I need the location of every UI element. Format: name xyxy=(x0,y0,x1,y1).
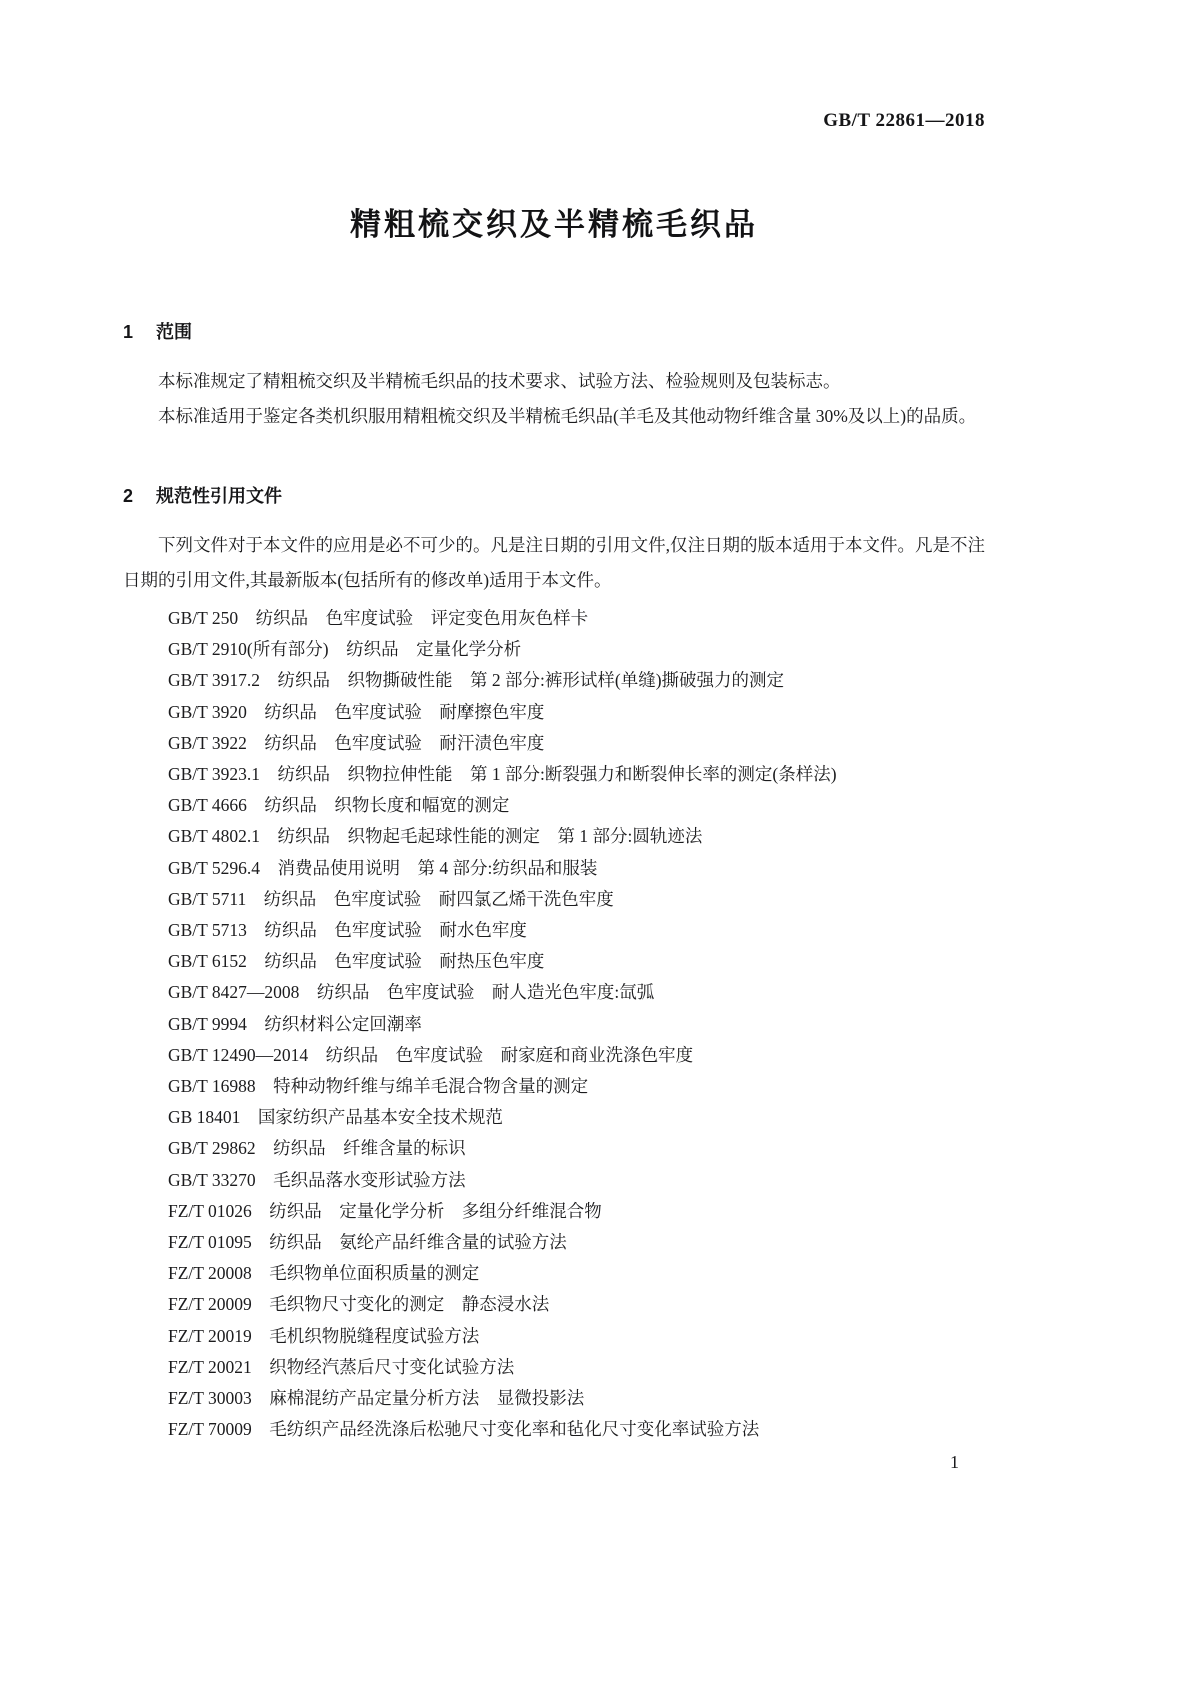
reference-item: FZ/T 20009 毛织物尺寸变化的测定 静态浸水法 xyxy=(168,1294,550,1315)
page-number: 1 xyxy=(950,1452,959,1472)
section-2-heading xyxy=(123,484,985,508)
section-1-heading xyxy=(123,320,985,344)
reference-item: GB/T 3917.2 纺织品 织物撕破性能 第 2 部分:裤形试样(单缝)撕破强力的测定 xyxy=(168,670,785,691)
reference-item: GB/T 250 纺织品 色牢度试验 评定变色用灰色样卡 xyxy=(168,608,589,628)
reference-item: GB/T 6152 纺织品 色牢度试验 耐热压色牢度 xyxy=(168,951,545,972)
scope-paragraph-2: 本标准适用于鉴定各类机织服用精粗梳交织及半精梳毛织品(羊毛及其他动物纤维含量 30%及以上)的品质。 xyxy=(158,406,977,426)
section-1-number: 1 xyxy=(123,322,134,342)
reference-list xyxy=(168,603,985,1445)
reference-item: GB/T 12490—2014 纺织品 色牢度试验 耐家庭和商业洗涤色牢度 xyxy=(168,1044,694,1065)
section-1-title: 范围 xyxy=(156,322,193,342)
section-2-number: 2 xyxy=(123,486,134,506)
section-2-title: 规范性引用文件 xyxy=(156,486,283,506)
reference-item: FZ/T 20008 毛织物单位面积质量的测定 xyxy=(168,1263,480,1284)
scope-paragraph-1: 本标准规定了精粗梳交织及半精梳毛织品的技术要求、试验方法、检验规则及包装标志。 xyxy=(158,371,841,391)
reference-item: FZ/T 70009 毛纺织产品经洗涤后松驰尺寸变化率和毡化尺寸变化率试验方法 xyxy=(168,1419,760,1440)
reference-item: GB/T 29862 纺织品 纤维含量的标识 xyxy=(168,1138,466,1159)
reference-item: GB/T 5711 纺织品 色牢度试验 耐四氯乙烯干洗色牢度 xyxy=(168,888,614,909)
reference-item: GB/T 33270 毛织品落水变形试验方法 xyxy=(168,1169,466,1190)
reference-item: GB/T 4666 纺织品 织物长度和幅宽的测定 xyxy=(168,795,510,816)
reference-item: GB/T 3923.1 纺织品 织物拉伸性能 第 1 部分:断裂强力和断裂伸长率的测定(条样法) xyxy=(168,764,837,785)
section-scope xyxy=(123,320,985,434)
doc-number: GB/T 22861—2018 xyxy=(823,110,985,131)
document-title: 精粗梳交织及半精梳毛织品 xyxy=(350,207,758,242)
reference-item: FZ/T 20021 织物经汽蒸后尺寸变化试验方法 xyxy=(168,1356,515,1377)
reference-item: GB 18401 国家纺织产品基本安全技术规范 xyxy=(168,1107,503,1128)
section-normative-references xyxy=(123,484,985,1445)
reference-item: FZ/T 20019 毛机织物脱缝程度试验方法 xyxy=(168,1325,480,1346)
reference-item: GB/T 8427—2008 纺织品 色牢度试验 耐人造光色牢度:氙弧 xyxy=(168,982,655,1003)
reference-item: GB/T 5296.4 消费品使用说明 第 4 部分:纺织品和服装 xyxy=(168,857,598,878)
reference-item: FZ/T 30003 麻棉混纺产品定量分析方法 显微投影法 xyxy=(168,1388,585,1409)
reference-item: FZ/T 01095 纺织品 氨纶产品纤维含量的试验方法 xyxy=(168,1232,567,1253)
reference-item: GB/T 16988 特种动物纤维与绵羊毛混合物含量的测定 xyxy=(168,1076,589,1097)
reference-item: GB/T 5713 纺织品 色牢度试验 耐水色牢度 xyxy=(168,920,527,941)
reference-item: FZ/T 01026 纺织品 定量化学分析 多组分纤维混合物 xyxy=(168,1200,602,1221)
reference-item: GB/T 3922 纺织品 色牢度试验 耐汗渍色牢度 xyxy=(168,732,545,753)
reference-item: GB/T 2910(所有部分) 纺织品 定量化学分析 xyxy=(168,639,522,660)
reference-item: GB/T 9994 纺织材料公定回潮率 xyxy=(168,1013,422,1034)
reference-item: GB/T 3920 纺织品 色牢度试验 耐摩擦色牢度 xyxy=(168,701,545,722)
references-intro-paragraph: 下列文件对于本文件的应用是必不可少的。凡是注日期的引用文件,仅注日期的版本适用于本文件。凡是不注日期的引用文件,其最新版本(包括所有的修改单)适用于本文件。 xyxy=(123,535,985,590)
reference-item: GB/T 4802.1 纺织品 织物起毛起球性能的测定 第 1 部分:圆轨迹法 xyxy=(168,826,703,847)
